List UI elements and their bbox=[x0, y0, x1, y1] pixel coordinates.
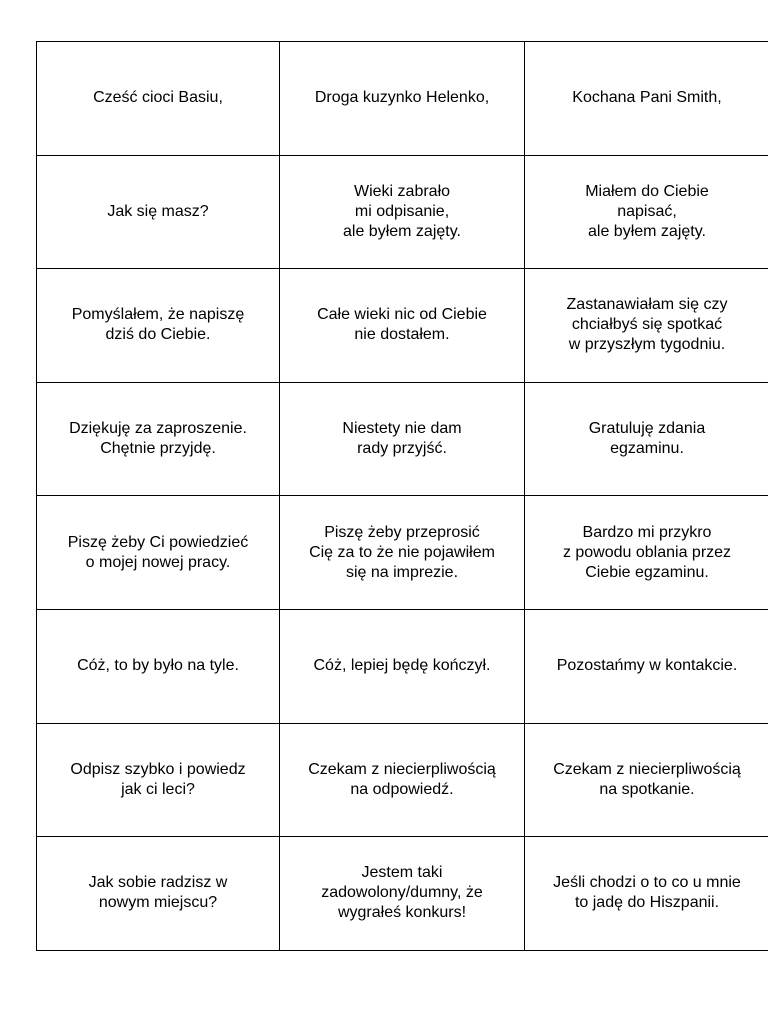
phrase-card: Bardzo mi przykro z powodu oblania przez Ciebie egzaminu. bbox=[525, 496, 768, 610]
phrase-card: Pomyślałem, że napiszę dziś do Ciebie. bbox=[37, 269, 280, 383]
phrase-card: Piszę żeby Ci powiedzieć o mojej nowej pracy. bbox=[37, 496, 280, 610]
phrase-card: Cóż, lepiej będę kończył. bbox=[280, 609, 525, 723]
card-row bbox=[37, 42, 768, 156]
phrase-card: Czekam z niecierpliwością na odpowiedź. bbox=[280, 723, 525, 837]
phrase-card: Czekam z niecierpliwością na spotkanie. bbox=[525, 723, 768, 837]
phrase-card: Wieki zabrało mi odpisanie, ale byłem zajęty. bbox=[280, 155, 525, 269]
phrase-card: Kochana Pani Smith, bbox=[525, 42, 768, 156]
phrase-card-grid bbox=[36, 41, 768, 951]
phrase-card: Jak się masz? bbox=[37, 155, 280, 269]
phrase-card: Zastanawiałam się czy chciałbyś się spotkać w przyszłym tygodniu. bbox=[525, 269, 768, 383]
card-row bbox=[37, 837, 768, 951]
phrase-card: Gratuluję zdania egzaminu. bbox=[525, 382, 768, 496]
phrase-card: Jeśli chodzi o to co u mnie to jadę do Hiszpanii. bbox=[525, 837, 768, 951]
phrase-card: Dziękuję za zaproszenie. Chętnie przyjdę. bbox=[37, 382, 280, 496]
card-row bbox=[37, 496, 768, 610]
phrase-card: Droga kuzynko Helenko, bbox=[280, 42, 525, 156]
phrase-card: Jestem taki zadowolony/dumny, że wygrałeś konkurs! bbox=[280, 837, 525, 951]
card-row bbox=[37, 609, 768, 723]
card-row bbox=[37, 269, 768, 383]
phrase-card: Pozostańmy w kontakcie. bbox=[525, 609, 768, 723]
phrase-card: Miałem do Ciebie napisać, ale byłem zajęty. bbox=[525, 155, 768, 269]
phrase-card: Odpisz szybko i powiedz jak ci leci? bbox=[37, 723, 280, 837]
phrase-card: Niestety nie dam rady przyjść. bbox=[280, 382, 525, 496]
card-row bbox=[37, 382, 768, 496]
phrase-card: Cóż, to by było na tyle. bbox=[37, 609, 280, 723]
phrase-card: Jak sobie radzisz w nowym miejscu? bbox=[37, 837, 280, 951]
phrase-card: Całe wieki nic od Ciebie nie dostałem. bbox=[280, 269, 525, 383]
card-row bbox=[37, 723, 768, 837]
phrase-card: Cześć cioci Basiu, bbox=[37, 42, 280, 156]
phrase-card: Piszę żeby przeprosić Cię za to że nie pojawiłem się na imprezie. bbox=[280, 496, 525, 610]
card-row bbox=[37, 155, 768, 269]
